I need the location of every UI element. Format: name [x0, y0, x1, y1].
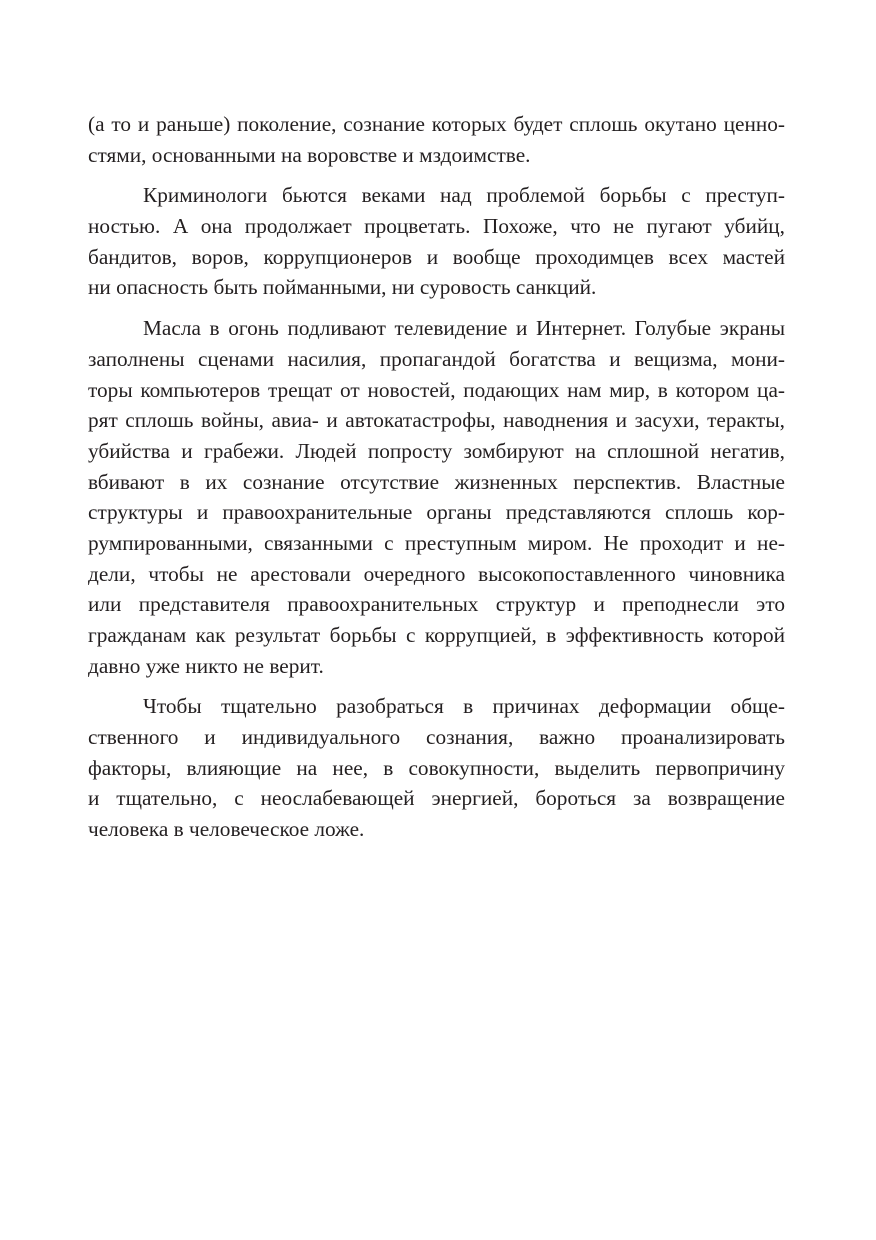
text-line: Чтобы тщательно разобраться в причинах деформации обще-	[143, 694, 785, 719]
paragraph-4	[88, 691, 785, 844]
text-line: Масла в огонь подливают телевидение и Интернет. Голубые экраны	[143, 316, 785, 341]
paragraph-1	[88, 109, 785, 170]
text-line: рят сплошь войны, авиа- и автокатастрофы, наводнения и засухи, теракты,	[88, 408, 785, 433]
text-line: факторы, влияющие на нее, в совокупности, выделить первопричину	[88, 755, 785, 780]
paragraph-2	[88, 180, 785, 303]
text-line: стями, основанными на воровстве и мздоимстве.	[88, 142, 531, 167]
text-line: давно уже никто не верит.	[88, 653, 324, 678]
text-line: ственного и индивидуального сознания, важно проанализировать	[88, 725, 785, 750]
text-line: Криминологи бьются веками над проблемой борьбы с преступ-	[143, 183, 785, 208]
text-line: бандитов, воров, коррупционеров и вообще проходимцев всех мастей	[88, 244, 785, 269]
text-line: убийства и грабежи. Людей попросту зомбируют на сплошной негатив,	[88, 438, 785, 463]
text-line: румпированными, связанными с преступным миром. Не проходит и не-	[88, 530, 785, 555]
text-line: структуры и правоохранительные органы представляются сплошь кор-	[88, 500, 785, 525]
text-line: вбивают в их сознание отсутствие жизненных перспектив. Властные	[88, 469, 785, 494]
text-line: ни опасность быть пойманными, ни суровость санкций.	[88, 275, 597, 300]
text-line: гражданам как результат борьбы с коррупцией, в эффективность которой	[88, 623, 785, 647]
text-line: (а то и раньше) поколение, сознание которых будет сплошь окутано ценно-	[88, 112, 785, 136]
text-line: заполнены сценами насилия, пропагандой богатства и вещизма, мони-	[88, 346, 785, 371]
paragraph-3	[88, 313, 785, 681]
text-line: дели, чтобы не арестовали очередного высокопоставленного чиновника	[88, 561, 785, 586]
text-line: торы компьютеров трещат от новостей, подающих нам мир, в котором ца-	[88, 377, 785, 402]
text-line: ностью. А она продолжает процветать. Похоже, что не пугают убийц,	[88, 214, 785, 239]
text-line: человека в человеческое ложе.	[88, 817, 365, 842]
text-line: и тщательно, с неослабевающей энергией, бороться за возвращение	[88, 786, 785, 811]
body-text	[88, 109, 785, 845]
text-line: или представителя правоохранительных структур и преподнесли это	[88, 592, 785, 617]
